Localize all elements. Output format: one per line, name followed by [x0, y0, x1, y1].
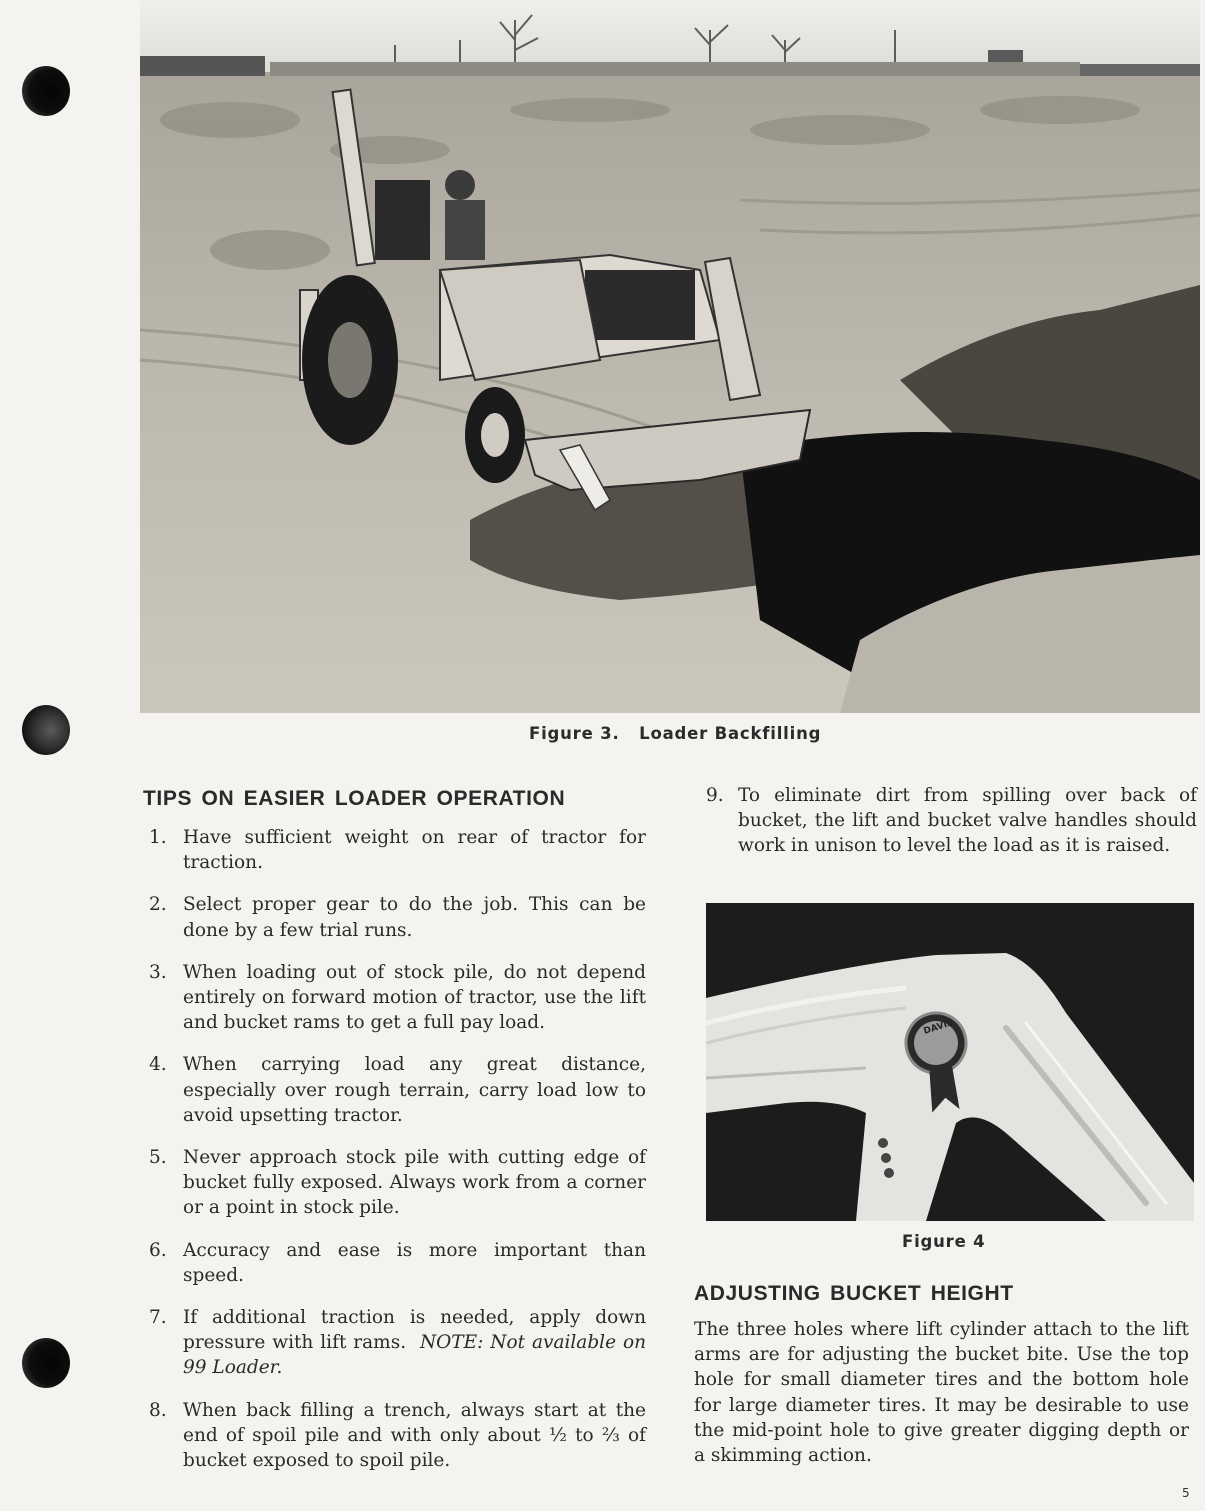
section-heading-tips: TIPS ON EASIER LOADER OPERATION — [143, 787, 566, 810]
figure-3-caption: Figure 3. Loader Backfilling — [529, 724, 822, 743]
binder-hole-bottom — [22, 1338, 70, 1388]
figure-3-photo — [140, 0, 1200, 713]
list-item: 9. To eliminate dirt from spilling over back of bucket, the lift and bucket valve handles should work in unison to level the load as it is raised. — [706, 785, 1197, 857]
list-item: 7. If additional traction is needed, apply down pressure with lift rams. NOTE: Not available on 99 Loader. — [149, 1307, 647, 1379]
davis-logo-text: DAVIS — [922, 1017, 955, 1037]
tips-list-continued — [700, 783, 1197, 859]
list-item: 3. When loading out of stock pile, do not depend entirely on forward motion of tractor, use the lift and bucket rams to get a full pay load. — [149, 961, 646, 1034]
section-heading-bucket-height: ADJUSTING BUCKET HEIGHT — [694, 1282, 1014, 1305]
list-item: 4. When carrying load any great distance, especially over rough terrain, carry load low to avoid upsetting tractor. — [149, 1054, 646, 1126]
bucket-height-paragraph: The three holes where lift cylinder attach to the lift arms are for adjusting the bucket bite. Use the top hole for small diameter tires and the bottom hole for large diameter tires. It may be desirable to use the mid-point hole to give greater digging depth or a skimming action. — [694, 1319, 1189, 1467]
figure-4-photo — [706, 903, 1194, 1221]
list-item: 2. Select proper gear to do the job. This can be done by a few trial runs. — [149, 894, 646, 941]
binder-hole-middle — [22, 705, 70, 755]
list-item: 6. Accuracy and ease is more important than speed. — [149, 1239, 646, 1286]
list-item: 5. Never approach stock pile with cutting edge of bucket fully exposed. Always work from a corner or a point in stock pile. — [149, 1147, 646, 1219]
tips-list — [143, 825, 646, 1490]
list-item: 8. When back filling a trench, always start at the end of spoil pile and with only about ½ to ⅔ of bucket exposed to spoil pile. — [149, 1399, 646, 1472]
binder-hole-top — [22, 66, 70, 116]
figure-4-caption: Figure 4 — [902, 1232, 986, 1251]
note-text: NOTE: Not available on 99 Loader. — [183, 1332, 647, 1379]
page-number: 5 — [1182, 1486, 1190, 1500]
list-item: 1. Have sufficient weight on rear of tractor for traction. — [149, 827, 646, 874]
